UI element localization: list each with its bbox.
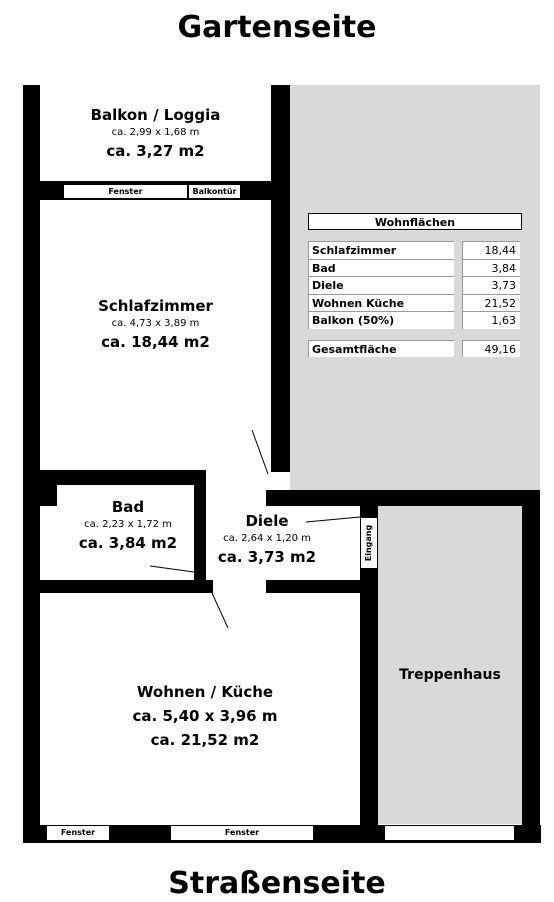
treppenhaus-name: Treppenhaus (399, 667, 501, 683)
schlafzimmer-area: ca. 18,44 m2 (101, 333, 210, 351)
door-line-bedroom (252, 430, 268, 474)
balkon-name: Balkon / Loggia (90, 106, 221, 124)
table-row-name: Wohnen Küche (308, 294, 454, 312)
door-line-living (212, 593, 228, 628)
entrance-label: Eingang (364, 524, 373, 562)
balcony-door: Balkontür (188, 184, 241, 199)
balkon-area: ca. 3,27 m2 (106, 142, 205, 160)
bad-area: ca. 3,84 m2 (78, 534, 178, 552)
table-row (308, 294, 522, 312)
wohnen-name: Wohnen / Küche (136, 683, 274, 701)
table-row-value: 3,84 (462, 259, 520, 277)
diele-name: Diele (245, 512, 289, 530)
table-row-name: Balkon (50%) (308, 311, 454, 329)
table-total-value: 49,16 (462, 340, 520, 358)
label-treppenhaus (378, 667, 522, 683)
bad-name: Bad (111, 498, 145, 516)
schlafzimmer-dims: ca. 4,73 x 3,89 m (111, 318, 200, 329)
window-living-left: Fenster (46, 825, 110, 841)
wohnflaechen-table (308, 213, 522, 357)
table-row (308, 259, 522, 277)
table-row (308, 241, 522, 259)
table-total-row (308, 340, 522, 358)
label-balkon (40, 106, 271, 160)
balkon-dims: ca. 2,99 x 1,68 m (111, 127, 200, 138)
diele-area: ca. 3,73 m2 (217, 548, 317, 566)
wohnen-dims: ca. 5,40 x 3,96 m (132, 707, 278, 725)
heading-strassenseite: Straßenseite (168, 866, 386, 901)
window-stairwell (384, 825, 515, 841)
label-schlafzimmer (40, 297, 271, 351)
table-row-value: 18,44 (462, 241, 520, 259)
table-row-name: Diele (308, 276, 454, 294)
table-row-value: 1,63 (462, 311, 520, 329)
window-balkon: Fenster (63, 184, 188, 199)
table-row-value: 21,52 (462, 294, 520, 312)
schlafzimmer-name: Schlafzimmer (98, 297, 213, 315)
door-line-bath (150, 566, 194, 572)
table-total-name: Gesamtfläche (308, 340, 454, 358)
diele-dims: ca. 2,64 x 1,20 m (223, 533, 311, 544)
table-title: Wohnflächen (308, 213, 522, 230)
table-row-name: Bad (308, 259, 454, 277)
table-row (308, 276, 522, 294)
label-diele (206, 512, 328, 566)
label-wohnen (40, 683, 370, 749)
label-bad (57, 498, 199, 552)
bad-dims: ca. 2,23 x 1,72 m (84, 519, 172, 530)
table-row (308, 311, 522, 329)
heading-gartenseite: Gartenseite (177, 10, 377, 45)
entrance-door (360, 517, 378, 569)
window-living-mid: Fenster (170, 825, 314, 841)
table-row-value: 3,73 (462, 276, 520, 294)
table-row-name: Schlafzimmer (308, 241, 454, 259)
wohnen-area: ca. 21,52 m2 (150, 731, 260, 749)
